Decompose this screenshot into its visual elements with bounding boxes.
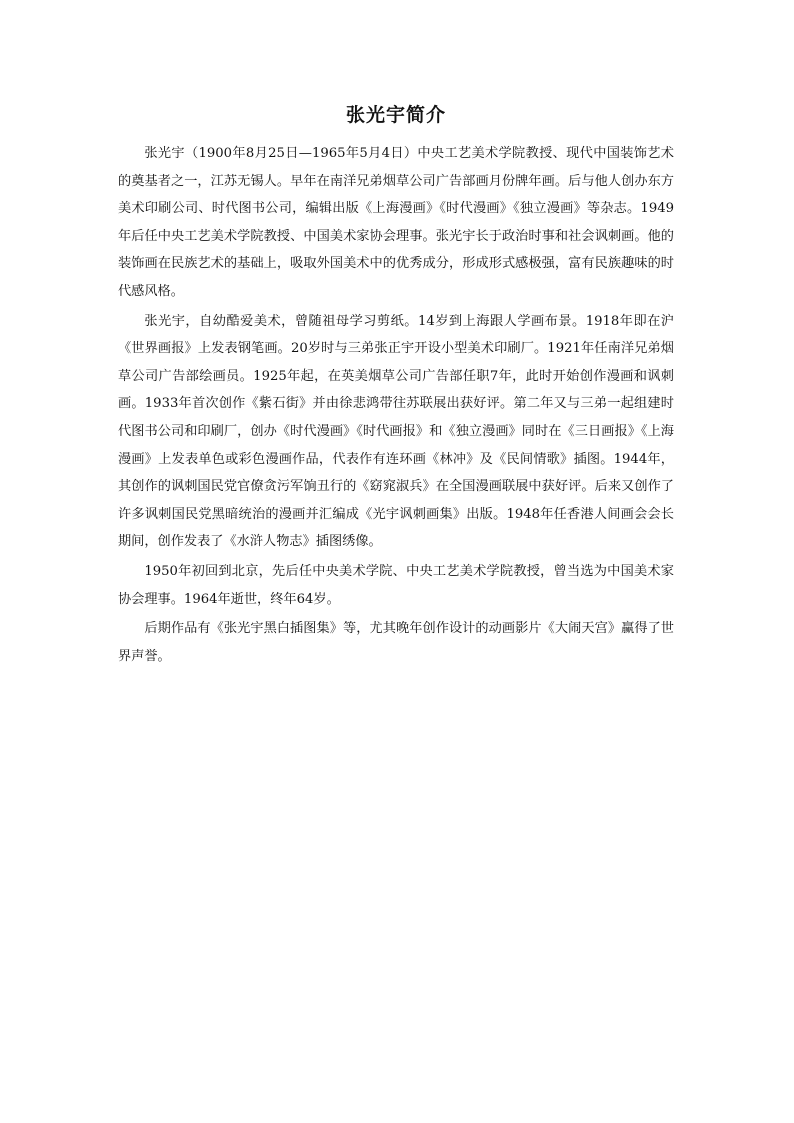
paragraph-early-career: 张光宇，自幼酷爱美术，曾随祖母学习剪纸。14岁到上海跟人学画布景。1918年即在沪《世界画报》上发表钢笔画。20岁时与三弟张正宇开设小型美术印刷厂。1921年任南洋兄弟烟草公司广告部绘画员。1925年起，在英美烟草公司广告部任职7年，此时开始创作漫画和讽刺画。1933年首次创作《紫石街》并由徐悲鸿带往苏联展出获好评。第二年又与三弟一起组建时代图书公司和印刷厂，创办《时代漫画》《时代画报》和《独立漫画》同时在《三日画报》《上海漫画》上发表单色或彩色漫画作品，代表作有连环画《林冲》及《民间情歌》插图。1944年，其创作的讽刺国民党官僚贪污军饷丑行的《窈窕淑兵》在全国漫画联展中获好评。后来又创作了许多讽刺国民党黑暗统治的漫画并汇编成《光宇讽刺画集》出版。1948年任香港人间画会会长期间，创作发表了《水浒人物志》插图绣像。 (118, 313, 674, 550)
document-page (118, 100, 674, 670)
document-title: 张光宇简介 (345, 104, 446, 126)
paragraph-later-years: 1950年初回到北京，先后任中央美术学院、中央工艺美术学院教授，曾当选为中国美术家协会理事。1964年逝世，终年64岁。 (118, 563, 674, 607)
paragraph-late-works: 后期作品有《张光宇黑白插图集》等，尤其晚年创作设计的动画影片《大闹天宫》赢得了世界声誉。 (118, 621, 674, 664)
paragraph-intro: 张光宇（1900年8月25日—1965年5月4日）中央工艺美术学院教授、现代中国装饰艺术的奠基者之一，江苏无锡人。早年在南洋兄弟烟草公司广告部画月份牌年画。后与他人创办东方美术印刷公司、时代图书公司，编辑出版《上海漫画》《时代漫画》《独立漫画》等杂志。1949年后任中央工艺美术学院教授、中国美术家协会理事。张光宇长于政治时事和社会讽刺画。他的装饰画在民族艺术的基础上，吸取外国美术中的优秀成分，形成形式感极强，富有民族趣味的时代感风格。 (118, 146, 674, 299)
